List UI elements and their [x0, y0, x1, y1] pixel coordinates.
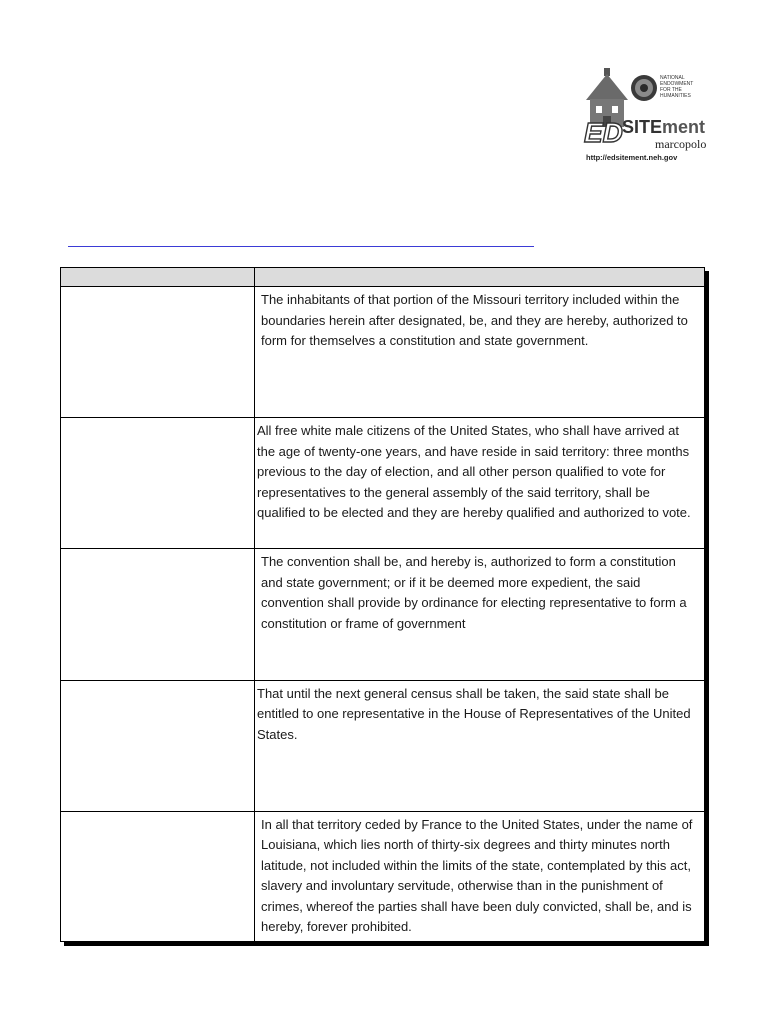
- svg-text:FOR THE: FOR THE: [660, 87, 682, 93]
- row-text-cell: The inhabitants of that portion of the Missouri territory included within the boundaries herein after designated, be, and they are hereby, authorized to form for themselves a constitution and state government.: [255, 287, 705, 418]
- table-header-row: [61, 268, 705, 287]
- table-row: [61, 680, 705, 811]
- edsitement-logo-graphic: [582, 66, 706, 164]
- table-row: [61, 549, 705, 680]
- row-text-cell: That until the next general census shall be taken, the said state shall be entitled to one representative in the House of Representatives of the United States.: [255, 680, 705, 811]
- row-label-cell: [61, 418, 255, 549]
- svg-text:ment: ment: [662, 117, 706, 137]
- document-table: [60, 267, 705, 942]
- row-label-cell: [61, 680, 255, 811]
- svg-text:ED: ED: [584, 117, 623, 148]
- svg-text:ENDOWMENT: ENDOWMENT: [660, 81, 694, 87]
- table-row: [61, 287, 705, 418]
- svg-text:NATIONAL: NATIONAL: [660, 75, 685, 81]
- row-text-cell: All free white male citizens of the United States, who shall have arrived at the age of twenty-one years, and have reside in said territory: three months previous to the day of election, and all other person qualified to vote for representatives to the general assembly of the said territory, shall be qualified to be elected and they are hereby qualified and authorized to vote.: [255, 418, 705, 549]
- row-text-cell: In all that territory ceded by France to the United States, under the name of Louisiana, which lies north of thirty-six degrees and thirty minutes north latitude, not included within the limits of the state, contemplated by this act, slavery and involuntary servitude, otherwise than in the punishment of crimes, whereof the parties shall have been duly convicted, shall be, and is hereby, forever prohibited.: [255, 811, 705, 941]
- svg-text:marcopolo: marcopolo: [655, 137, 706, 151]
- row-label-cell: [61, 811, 255, 941]
- document-table-container: [60, 267, 709, 946]
- svg-text:HUMANITIES: HUMANITIES: [660, 93, 691, 99]
- header-cell-1: [61, 268, 255, 287]
- row-label-cell: [61, 549, 255, 680]
- svg-text:http://edsitement.neh.gov: http://edsitement.neh.gov: [586, 153, 678, 162]
- hyperlink-underline[interactable]: [68, 246, 534, 247]
- edsitement-logo: [582, 66, 706, 164]
- table-row: [61, 418, 705, 549]
- svg-text:SITE: SITE: [622, 117, 663, 137]
- table-row: [61, 811, 705, 941]
- row-text-cell: The convention shall be, and hereby is, authorized to form a constitution and state government; or if it be deemed more expedient, the said convention shall provide by ordinance for electing representative to form a constitution or frame of government: [255, 549, 705, 680]
- row-label-cell: [61, 287, 255, 418]
- header-cell-2: [255, 268, 705, 287]
